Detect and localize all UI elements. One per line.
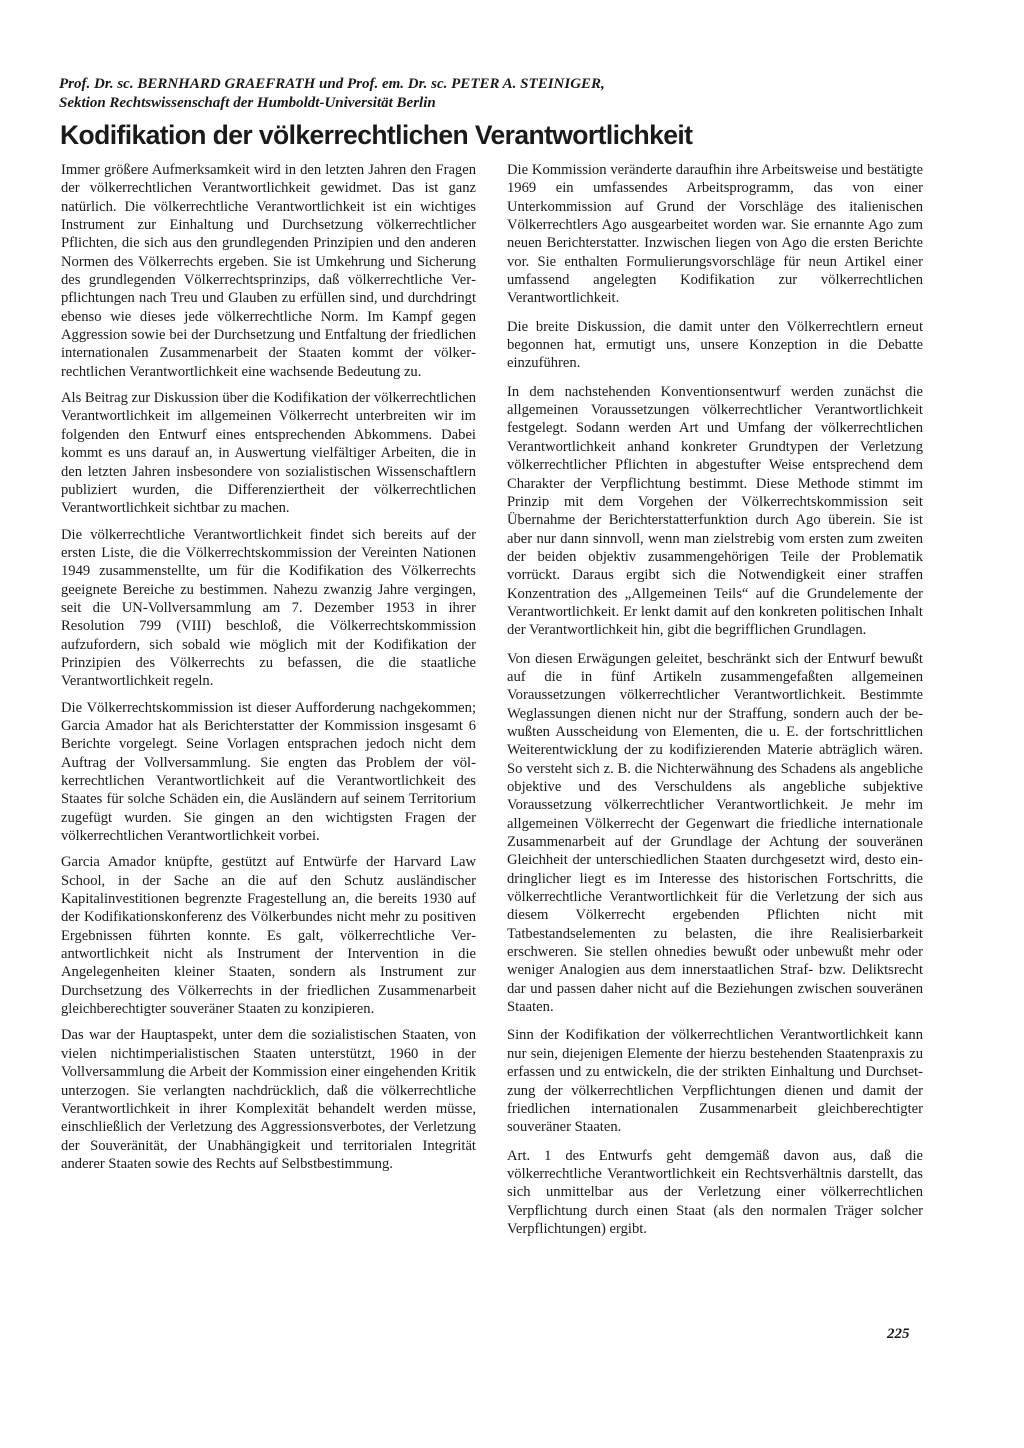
paragraph: Die Kommission veränderte daraufhin ihre Arbeitsweise und bestätigte 1969 ein umfassendes Arbeitsprogramm, das von einer Unterkommission auf Grund der Vorschläge des italienischen Völkerrechtlers Ago ausgearbeitet worden war. Sie ernannte Ago zum neuen Berichterstatter. Inzwischen liegen von Ago die ersten Berichte vor. Sie enthalten Formulierungsvorschläge für neun Artikel einer umfassend angelegten Kodifikation zur völkerrechtlichen Verantwortlichkeit. (507, 162, 923, 307)
paragraph: Von diesen Erwägungen geleitet, beschränkt sich der Entwurf bewußt auf die in fünf Artikeln zusammengefaßten allgemeinen Voraussetzungen völkerrechtlicher Verantwortlichkeit. Bestimmte Weglassungen dienen nicht nur der Straffung, sondern auch der bewußten Ausscheidung von Elementen, die u. E. der fortschrittlichen Weiterentwicklung der zu kodifizierenden Materie abträglich wären. So versteht sich z. B. die Nichterwähnung des Schadens als angebliche objektive und des Verschuldens als angebliche subjektive Voraussetzung völkerrechtlicher Verantwortlichkeit. Je mehr im allgemeinen Völkerrecht der Gegenwart die friedliche internationale Zusammenarbeit auf der Grundlage der Achtung der souveränen Gleichheit der unterschiedlichen Staaten durchgesetzt wird, desto eindringlicher liegt es im Interesse des historischen Fortschritts, die völkerrechtliche Verantwortlichkeit für die Verletzung der sich aus diesem Völkerrecht ergebenden Pflichten nicht mit Tatbestandselementen zu belasten, die ihre Realisierbarkeit erschweren. Sie stellen ohnedies bewußt oder unbewußt mehr oder weniger Analogien aus dem innerstaatlichen Straf- bzw. Deliktsrecht dar und passen daher nicht auf die Beziehungen zwischen souveränen Staaten. (507, 650, 923, 1016)
author-byline (59, 75, 959, 113)
left-column (61, 161, 476, 1181)
paragraph: Das war der Hauptaspekt, unter dem die sozialistischen Staaten, von vielen nichtimperialistischen Staaten unterstützt, 1960 in der Vollversammlung die Arbeit der Kommission einer eingehenden Kritik unterzogen. Sie verlangten nachdrücklich, daß die völkerrechtliche Verantwortlichkeit in ihrer Komplexität behandelt werden müsse, einschließlich der Verletzung des Aggressionsverbotes, der Verletzung der Souveränität, der Unabhängigkeit und territorialen Integrität anderer Staaten sowie des Rechts auf Selbstbestimmung. (61, 1027, 476, 1172)
paragraph: Als Beitrag zur Diskussion über die Kodifikation der völkerrechtlichen Verantwortlichkeit im allgemeinen Völkerrecht unterbreiten wir im folgenden den Entwurf eines entsprechenden Abkommens. Dabei kommt es uns darauf an, in Auswertung vielfältiger Arbeiten, die in den letzten Jahren insbesondere von sozialistischen Wissenschaftlern publiziert wurden, die Differenziertheit der völkerrechtlichen Verantwortlichkeit sichtbar zu machen. (61, 390, 477, 517)
paragraph: Die völkerrechtliche Verantwortlichkeit findet sich bereits auf der ersten Liste, die die Völkerrechtskommission der Vereinten Nationen 1949 zusammenstellte, um für die Kodifikation des Völkerrechts geeignete Bereiche zu bestimmen. Nahezu zwanzig Jahre vergingen, seit die UN-Vollversammlung am 7. Dezember 1953 in ihrer Resolution 799 (VIII) beschloß, die Völkerrechtskommission aufzufordern, sich sobald wie möglich mit der Kodifikation der Prinzipien des Völkerrechts zu befassen, die die staatliche Verantwortlichkeit regeln. (61, 526, 476, 690)
paragraph: Garcia Amador knüpfte, gestützt auf Entwürfe der Harvard Law School, in der Sache an die auf den Schutz ausländischer Kapitalinvestitionen begrenzte Fragestellung an, die bereits 1930 auf der Kodifikationskonferenz des Völkerbundes nicht mehr zu positiven Ergebnissen führten konnte. Es galt, völkerrechtliche Verantwortlichkeit nicht als Instrument der Intervention in die Angelegenheiten kleiner Staaten, sondern als Instrument zur Durchsetzung des Völkerrechts in der friedlichen Zusammenarbeit gleichberechtigter souveräner Staaten zu konzipieren. (61, 854, 476, 1018)
page-number: 225 (887, 1326, 910, 1342)
author-names: Prof. Dr. sc. BERNHARD GRAEFRATH und Prof. em. Dr. sc. PETER A. STEINIGER, (59, 76, 605, 92)
paragraph: Sinn der Kodifikation der völkerrechtlichen Verantwortlichkeit kann nur sein, diejenigen Elemente der hierzu bestehenden Staatenpraxis zu erfassen und zu entwickeln, die der strikten Einhaltung und Durchsetzung der völkerrechtlichen Verpflichtungen dienen und damit der friedlichen internationalen Zusammenarbeit gleichberechtigter souveräner Staaten. (507, 1027, 923, 1136)
author-affiliation: Sektion Rechtswissenschaft der Humboldt-Universität Berlin (59, 95, 436, 111)
right-column (507, 161, 923, 1248)
paragraph: In dem nachstehenden Konventionsentwurf werden zunächst die allgemeinen Voraussetzungen völkerrechtlicher Verantwortlichkeit festgelegt. Sodann werden Art und Umfang der völkerrechtlichen Verantwortlichkeit anhand konkreter Grundtypen der Verletzung völkerrechtlicher Pflichten in abgestufter Weise entsprechend dem Charakter der Verpflichtung bestimmt. Diese Methode stimmt im Prinzip mit dem Vorgehen der Völkerrechtskommission seit Übernahme der Berichterstatterfunktion durch Ago überein. Sie ist aber nur dann sinnvoll, wenn man zielstrebig vom ersten zum zweiten der beiden objektiv zusammengehörigen Teile der Problematik vorrückt. Daraus ergibt sich die Notwendigkeit einer straffen Konzentration des „Allgemeinen Teils“ auf die Grundelemente der Verantwortlichkeit. Er lenkt damit auf den konkreten politischen Inhalt der Verantwortlichkeit hin, gibt die begrifflichen Grundlagen. (507, 383, 923, 639)
article-title: Kodifikation der völkerrechtlichen Verantwortlichkeit (60, 120, 693, 150)
paragraph: Art. 1 des Entwurfs geht demgemäß davon aus, daß die völkerrechtliche Verantwortlichkeit ein Rechtsverhältnis darstellt, das sich unmittelbar aus der Verletzung einer völkerrechtlichen Verpflichtung durch einen Staat (als den normalen Träger solcher Verpflichtungen) ergibt. (507, 1147, 923, 1237)
paragraph: Immer größere Aufmerksamkeit wird in den letzten Jahren den Fragen der völkerrechtlichen Verantwortlichkeit gewidmet. Das ist ganz natürlich. Die völkerrechtliche Verantwortlichkeit ist ein wichtiges Instrument zur Einhaltung und Durchsetzung völkerrechtlicher Pflichten, die sich aus den grundlegenden Prinzipien und den anderen Normen des Völkerrechts ergeben. Sie ist Umkehrung und Sicherung des grundlegenden Völkerrechtsprinzips, daß völkerrechtliche Verpflichtungen nach Treu und Glauben zu erfüllen sind, und durchdringt ebenso wie dieses jede völkerrechtliche Norm. Im Kampf gegen Aggression sowie bei der Durchsetzung und Entfaltung der friedlichen internationalen Zusammenarbeit der Staaten kommt der völkerrechtlichen Verantwortlichkeit eine wachsende Bedeutung zu. (61, 162, 476, 380)
paragraph: Die breite Diskussion, die damit unter den Völkerrechtlern erneut begonnen hat, ermutigt uns, unsere Konzeption in die Debatte einzuführen. (507, 318, 923, 372)
paragraph: Die Völkerrechtskommission ist dieser Aufforderung nachgekommen; Garcia Amador hat als Berichterstatter der Kommission insgesamt 6 Berichte vorgelegt. Seine Vorlagen entsprachen jedoch nicht dem Auftrag der Vollversammlung. Sie engten das Problem der völkerrechtlichen Verantwortlichkeit auf die Verantwortlichkeit des Staates für solche Schäden ein, die Ausländern auf seinem Territorium zugefügt wurden. Sie gingen an den wichtigsten Fragen der völkerrechtlichen Verantwortlichkeit vorbei. (61, 699, 476, 845)
